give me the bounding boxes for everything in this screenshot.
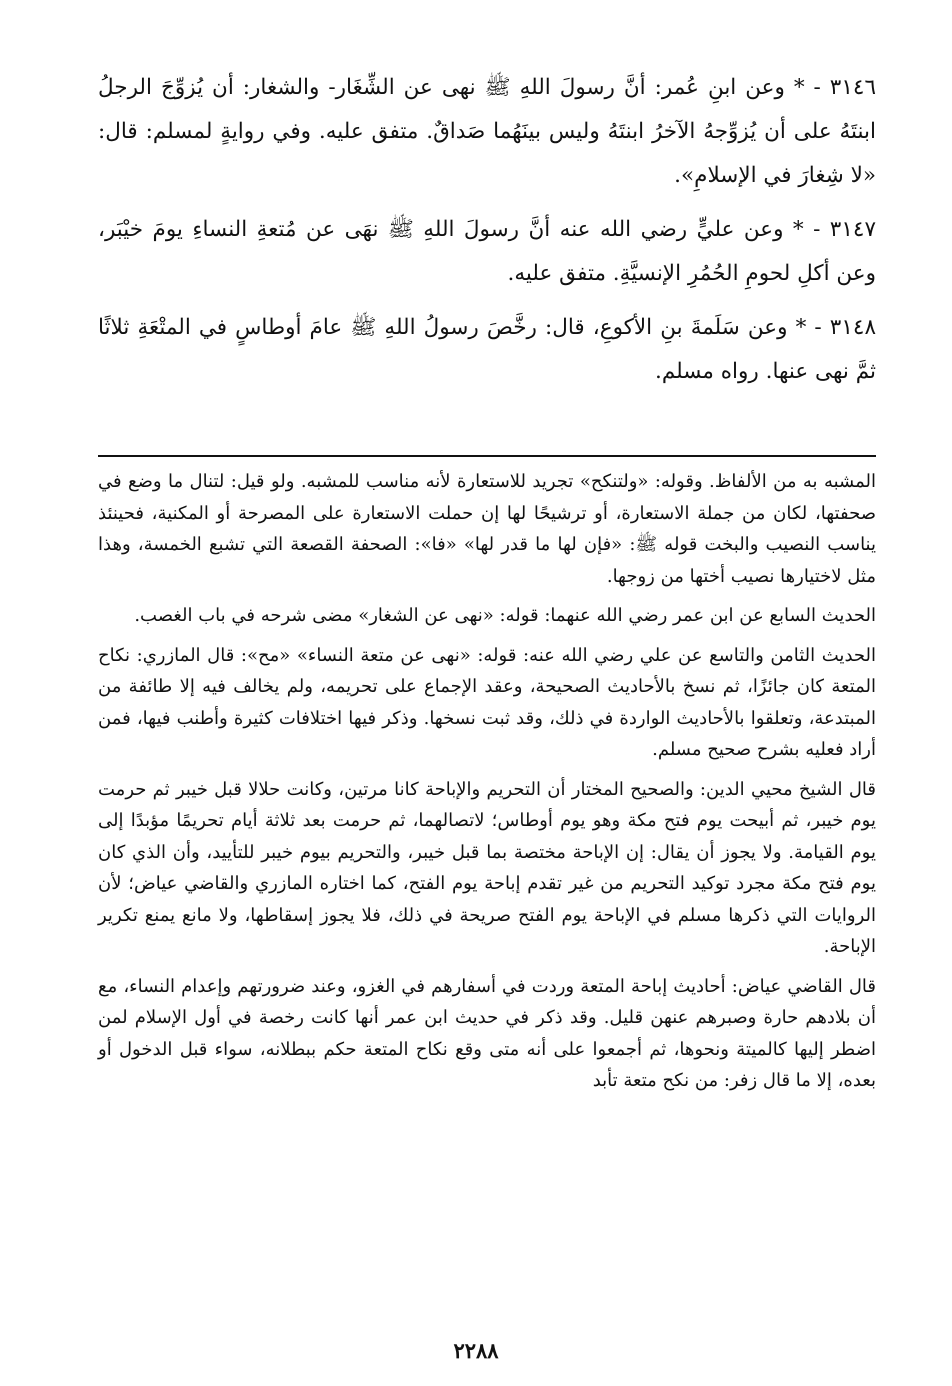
section-divider xyxy=(98,455,876,457)
hadith-3148: ٣١٤٨ - * وعن سَلَمةَ بنِ الأكوعِ، قال: رخَّصَ رسولُ اللهِ ﷺ عامَ أوطاسٍ في المتْعَةِ ثلاثًا ثمَّ نهى عنها. رواه مسلم. xyxy=(98,315,876,384)
commentary-paragraph: الحديث السابع عن ابن عمر رضي الله عنهما: قوله: «نهى عن الشغار» مضى شرحه في باب الغصب. xyxy=(134,605,876,626)
hadith-3146: ٣١٤٦ - * وعن ابنِ عُمر: أنَّ رسولَ اللهِ ﷺ نهى عن الشِّغَار- والشغار: أن يُزوِّجَ الرجلُ ابنتَهُ على أن يُزوِّجهُ الآخرُ ابنتَهُ وليس بينَهُما صَداقٌ. متفق عليه. وفي روايةٍ لمسلم: قال: «لا شِغارَ في الإسلامِ». xyxy=(98,75,876,188)
commentary-paragraph: الحديث الثامن والتاسع عن علي رضي الله عنه: قوله: «نهى عن متعة النساء» «مح»: قال المازري: نكاح المتعة كان جائزًا، ثم نسخ بالأحاديث الصحيحة، وعقد الإجماع على تحريمه، ولم يخالف فيه إلا طائفة من المبتدعة، وتعلقوا بالأحاديث الواردة في ذلك، وقد ثبت نسخها. وذكر فيها اختلافات كثيرة وأطنب فيها، فمن أراد فعليه بشرح صحيح مسلم. xyxy=(98,644,876,760)
commentary-paragraph: المشبه به من الألفاظ. وقوله: «ولتنكح» تجريد للاستعارة لأنه مناسب للمشبه. ولو قيل: لتنال ما وضع في صحفتها، لكان من جملة الاستعارة، أو ترشيحًا لها إن حملت الاستعارة على المصرحة أو المكنية، فحينئذ يناسب النصيب والبخت قوله ﷺ: «فإن لها ما قدر لها» «فا»: الصحفة القصعة التي تشبع الخمسة، وهذا مثل لاختيارها نصيب أختها من زوجها. xyxy=(98,471,876,587)
commentary-section xyxy=(98,466,876,1105)
hadith-3147: ٣١٤٧ - * وعن عليٍّ رضي الله عنه أنَّ رسولَ اللهِ ﷺ نهَى عن مُتعةِ النساءِ يومَ خيْبَر، وعن أكلِ لحومِ الحُمُرِ الإنسيَّةِ. متفق عليه. xyxy=(98,217,876,286)
hadith-section xyxy=(98,66,876,404)
commentary-paragraph: قال الشيخ محيي الدين: والصحيح المختار أن التحريم والإباحة كانا مرتين، وكانت حلالا قبل خيبر ثم حرمت يوم خيبر، ثم أبيحت يوم فتح مكة وهو يوم أوطاس؛ لاتصالهما، ثم حرمت بعد ثلاثة أيام تحريمًا مؤبدًا إلى يوم القيامة. ولا يجوز أن يقال: إن الإباحة مختصة بما قبل خيبر، والتحريم بيوم خيبر للتأييد، وأن الذي كان يوم فتح مكة مجرد توكيد التحريم من غير تقدم إباحة يوم الفتح، كما اختاره المازري والقاضي عياض؛ لأن الروايات التي ذكرها مسلم في الإباحة يوم الفتح صريحة في ذلك، فلا يجوز إسقاطها، ولا مانع يمنع تكرير الإباحة. xyxy=(98,778,876,957)
commentary-paragraph: قال القاضي عياض: أحاديث إباحة المتعة وردت في أسفارهم في الغزو، وعند ضرورتهم وإعدام النساء، مع أن بلادهم حارة وصبرهم عنهن قليل. وقد ذكر في حديث ابن عمر أنها كانت رخصة في أول الإسلام لمن اضطر إليها كالميتة ونحوها، ثم أجمعوا على أنه متى وقع نكاح المتعة حكم ببطلانه، سواء قبل الدخول أو بعده، إلا ما قال زفر: من نكح متعة تأبد xyxy=(98,975,876,1091)
page-number: ٢٢٨٨ xyxy=(453,1338,499,1363)
